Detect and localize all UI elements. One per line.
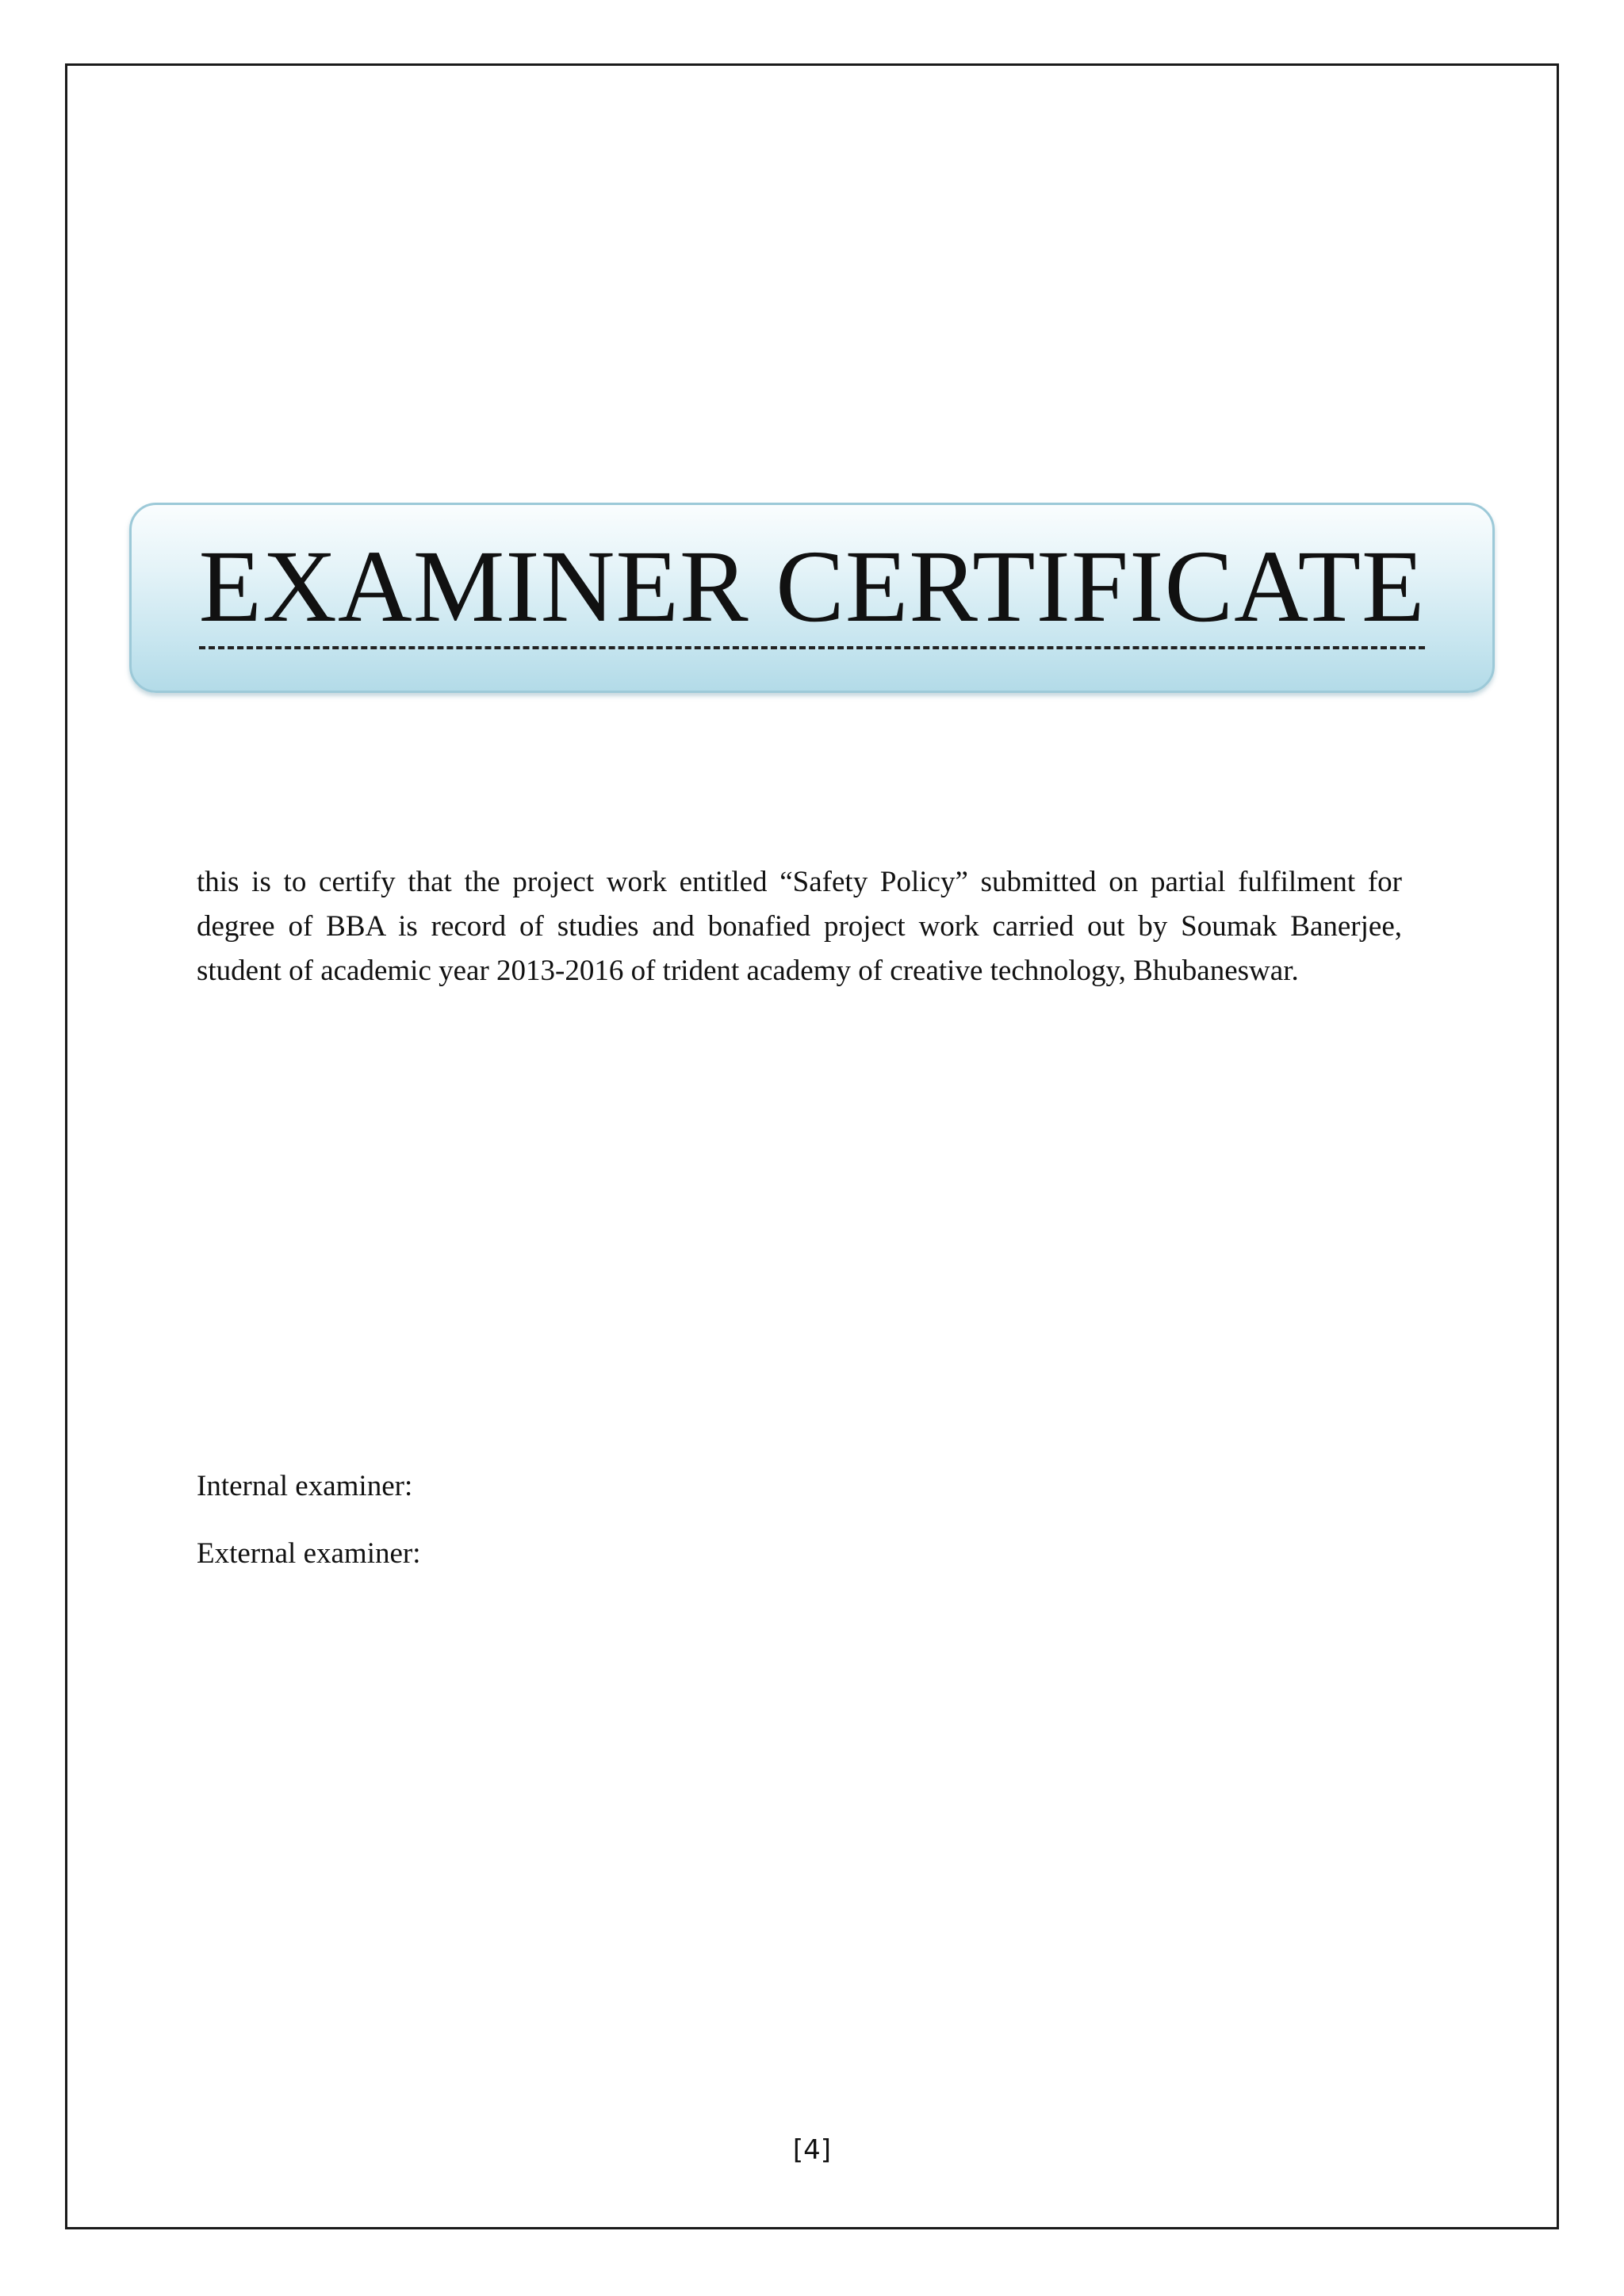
internal-examiner-label: Internal examiner:	[197, 1470, 413, 1502]
page-title	[132, 527, 1492, 649]
page-border	[65, 63, 1559, 2229]
page-number: [4]	[792, 2134, 832, 2166]
page-title-text: EXAMINER CERTIFICATE	[199, 527, 1426, 649]
certificate-text: this is to certify that the project work entitled “Safety Policy” submitted on partial fulfilment for degree of BBA is record of studies and bonafied project work carried out by Soumak Banerjee, student of academic year 2013-2016 of trident academy of creative technology, Bhubaneswar.	[197, 866, 1402, 987]
title-banner	[129, 503, 1495, 693]
external-examiner-label: External examiner:	[197, 1537, 421, 1570]
